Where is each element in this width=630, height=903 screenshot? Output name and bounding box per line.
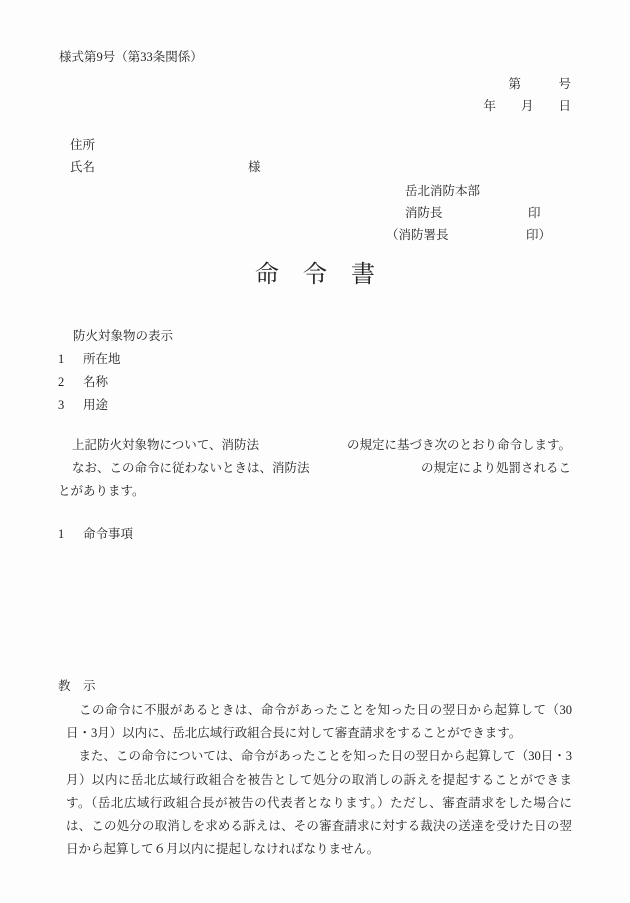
instruction-text-block [66,699,572,861]
body-line-order-basis [72,438,571,453]
body-line-right: の規定により処罰されるこ [420,461,571,475]
body-line-continuation: とがあります。 [58,484,145,498]
property-item-use [58,398,108,413]
date-line: 年 月 日 [483,99,571,113]
instruction-heading: 教 示 [58,679,96,693]
property-item-name [58,375,108,390]
property-item-label: 所在地 [83,352,121,366]
property-item-label: 用途 [83,398,109,412]
instruction-paragraph-lawsuit: また、この命令については、命令があったことを知った日の翌日から起算して（30日・3月）以内に岳北広域行政組合を被告として処分の取消しの訴えを提起することができます。（岳北広域行政組合長が被告の代表者となります。）ただし、審査請求をした場合には、この処分の取消しを求める訴えは、その審査請求に対する裁決の送達を受けた日の翌日から起算して６月以内に提起しなければなりません。 [66,749,572,857]
fire-chief-seal-mark: 印 [528,206,541,220]
instruction-paragraph-appeal: この命令に不服があるときは、命令があったことを知った日の翌日から起算して（30日・3月）以内に、岳北広域行政組合長に対して審査請求をすることができます。 [66,703,572,741]
document-title: 命 令 書 [255,262,375,288]
issuer-organization: 岳北消防本部 [405,184,481,198]
property-item-location [58,352,121,367]
form-number: 様式第9号（第33条関係） [59,50,203,64]
property-item-number: 3 [58,398,65,412]
order-item-number: 1 [58,527,65,541]
property-item-label: 名称 [83,375,109,389]
body-line-left: 上記防火対象物について、消防法 [72,438,260,452]
honorific-label: 様 [248,160,261,174]
order-item-heading [58,527,133,542]
station-chief-seal-mark: 印） [526,228,552,242]
fire-chief-label: 消防長 [405,206,443,220]
address-label: 住所 [70,138,96,152]
body-line-right: の規定に基づき次のとおり命令します。 [346,438,571,452]
property-item-number: 2 [58,375,65,389]
order-item-label: 命令事項 [83,527,134,541]
station-chief-label: （消防署長 [386,228,449,242]
property-item-number: 1 [58,352,65,366]
body-line-left: なお、この命令に従わないときは、消防法 [72,461,310,475]
document-number-line: 第 号 [508,77,571,91]
property-section-heading: 防火対象物の表示 [73,329,174,343]
name-label: 氏名 [70,160,96,174]
body-line-penalty [72,461,571,476]
